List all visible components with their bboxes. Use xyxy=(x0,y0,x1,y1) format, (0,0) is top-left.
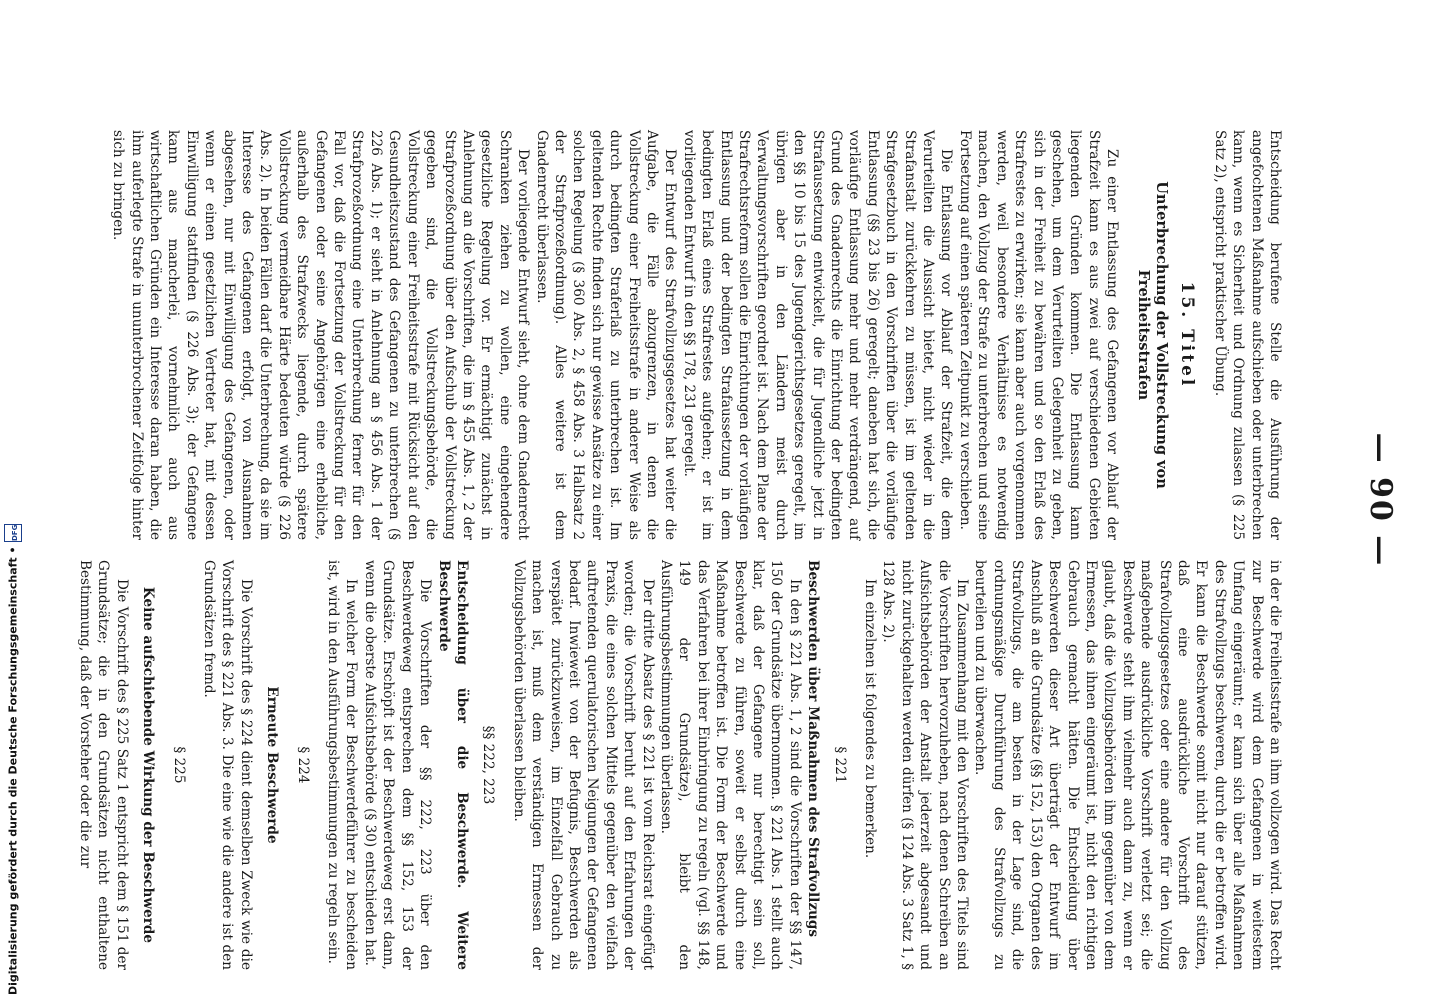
paragraph: Der Entwurf des Strafvollzugsgesetzes hat weiter die Aufgabe, die Fälle abzugrenzen, in denen die Vollstreckung einer Freiheitsstrafe in anderer Weise als durch bedingten Straferlaß zu unterbrechen ist. Im geltenden Rechte finden sich nur gewisse Ansätze zu einer solchen Regelung (§ 360 Abs. 2, § 458 Abs. 3 Halbsatz 2 der Strafprozeßordnung). Alles weitere ist dem Gnadenrecht überlassen. xyxy=(533,130,679,540)
paragraph: Die Entlassung vor Ablauf der Strafzeit, die dem Verurteilten die Aussicht bietet, nicht wieder in die Strafanstalt zurückkehren zu müssen, ist im geltenden Strafgesetzbuch in den Vorschriften über die vorläufige Entlassung (§§ 23 bis 26) geregelt; daneben hat sich, die vorläufige Entlassung mehr und mehr verdrängend, auf Grund des Gnadenrechts die Einrichtung der bedingten Strafaussetzung entwickelt, die für Jugendliche jetzt in den §§ 10 bis 15 des Jugendgerichtsgesetzes geregelt, im übrigen aber in den Ländern meist durch Verwaltungsvorschriften geordnet ist. Nach dem Plane der Strafrechtsreform sollen die Einrichtungen der vorläufigen Entlassung und der bedingten Strafaussetzung in dem bedingten Erlaß eines Strafrestes aufgehen; er ist im vorliegenden Entwurf in den §§ 178, 231 geregelt. xyxy=(680,130,955,540)
paragraph: Die Vorschriften der §§ 222, 223 über den Beschwerdeweg entsprechen dem §§ 152, 153 der Grundsätze. Erschöpft ist der Beschwerdeweg erst dann, wenn die oberste Aufsichtsbehörde (§ 30) entschieden hat. xyxy=(361,560,434,970)
section-side-heading: Keine aufschiebende Wirkung der Beschwerde xyxy=(140,586,157,944)
page-number: — 90 — xyxy=(1363,432,1398,568)
section-heading-222-223: §§ 222, 223 xyxy=(480,725,497,805)
paragraph: In welcher Form der Beschwerdeführer zu bescheiden ist, wird in den Ausführungsbestimmungen zu regeln sein. xyxy=(325,560,360,970)
section-subtitle: Unterbrechung der Vollstreckung von Freiheitsstrafen xyxy=(1134,181,1170,489)
paragraph: Der vorliegende Entwurf sieht, ohne dem Gnadenrecht Schranken ziehen zu wollen, eine eingehendere gesetzliche Regelung vor. Er ermächtigt zunächst in Anlehnung an die Vorschriften, die im § 455 Abs. 1, 2 der Strafprozeßordnung über den Aufschub der Vollstreckung gegeben sind, die Vollstreckungsbehörde, die Vollstreckung einer Freiheitsstrafe mit Rücksicht auf den Gesundheitszustand des Gefangenen zu unterbrechen (§ 226 Abs. 1); er sieht in Anlehnung an § 456 Abs. 1 der Strafprozeßordnung eine Unterbrechung ferner für den Fall vor, daß die Fortsetzung der Vollstreckung für den Gefangenen oder seine Angehörigen eine erhebliche, außerhalb des Strafzwecks liegende, durch spätere Vollstreckung vermeidbare Härte bedeuten würde (§ 226 Abs. 2). In beiden Fällen darf die Unterbrechung, da sie im Interesse des Gefangenen erfolgt, von Ausnahmen abgesehen, nur mit Einwilligung des Gefangenen, oder wenn er einen gesetzlichen Vertreter hat, mit dessen Einwilligung stattfinden (§ 226 Abs. 3); der Gefangene kann aus mancherlei, vornehmlich auch aus wirtschaftlichen Gründen ein Interesse daran haben, die ihm auferlegte Strafe in ununterbrochener Zeitfolge hinter sich zu bringen. xyxy=(110,130,532,540)
paragraph: Die Vorschrift des § 225 Satz 1 entspricht dem § 151 der Grundsätze; die in den Grundsätzen nicht enthaltene Bestimmung, daß der Vorsteher oder die zur xyxy=(77,560,130,970)
paragraph: Im einzelnen ist folgendes zu bemerken. xyxy=(862,579,879,859)
section-heading-224: § 224 xyxy=(294,746,311,784)
paragraph: Der dritte Absatz des § 221 ist vom Reichsrat eingefügt worden; die Vorschrift beruht auf den Erfahrungen der Praxis, die eines solchen Mittels gegenüber den vielfach auftretenden querulatorischen Neigungen der Gefangenen bedarf. Inwieweit von der Befugnis, Beschwerden als verspätet zurückzuweisen, im Einzelfall Gebrauch zu machen ist, muß dem verständigen Ermessen der Vollzugsbehörden überlassen bleiben. xyxy=(510,560,656,970)
paragraph: in der die Freiheitsstrafe an ihm vollzogen wird. Das Recht zur Beschwerde wird dem Gefangenen in weitestem Umfang eingeräumt; er kann sich über alle Maßnahmen des Strafvollzugs beschweren, durch die er betroffen wird. Er kann die Beschwerde somit nicht nur darauf stützen, daß eine ausdrückliche Vorschrift des Strafvollzugsgesetzes oder eine andere für den Vollzug maßgebende ausdrückliche Vorschrift verletzt sei; die Beschwerde steht ihm vielmehr auch dann zu, wenn er glaubt, daß die Vollzugsbehörden ihm gegenüber von dem Ermessen, das ihnen eingeräumt ist, nicht den richtigen Gebrauch gemacht hätten. Die Entscheidung über Beschwerden dieser Art überträgt der Entwurf im Anschluß an die Grundsätze (§§ 152, 153) den Organen des Strafvollzugs, die am besten in der Lage sind, die ordnungsmäßige Durchführung des Strafvollzugs zu beurteilen und zu überwachen. xyxy=(972,560,1283,970)
section-side-heading: Erneute Beschwerde xyxy=(264,686,281,844)
section-side-heading: Entscheidung über die Beschwerde. Weitere Beschwerde xyxy=(435,560,470,970)
credit-text: Digitalisierung gefördert durch die Deutsche Forschungsgemeinschaft • xyxy=(6,546,20,995)
section-heading-225: § 225 xyxy=(170,746,187,784)
text-column-right xyxy=(76,560,1284,970)
paragraph: Entscheidung berufene Stelle die Ausführung der angefochtenen Maßnahme aufschieben oder unterbrechen kann, wenn es Sicherheit und Ordnung zulassen (§ 225 Satz 2), entspricht praktischer Übung. xyxy=(1211,130,1283,540)
section-side-heading: Beschwerden über Maßnahmen des Strafvollzugs xyxy=(805,560,822,938)
section-title: 15. Titel xyxy=(1177,281,1198,389)
paragraph: In den § 221 Abs. 1, 2 sind die Vorschriften der §§ 147, 150 der Grundsätze übernommen. § 221 Abs. 1 stellt auch klar, daß der Gefangene nur berechtigt sein soll, Beschwerde zu führen, soweit er selbst durch eine Maßnahme betroffen ist. Die Form der Beschwerde und das Verfahren bei ihrer Einbringung zu regeln (vgl. §§ 148, 149 der Grundsätze), bleibt den Ausführungsbestimmungen überlassen. xyxy=(658,560,803,970)
paragraph: Zu einer Entlassung des Gefangenen vor Ablauf der Strafzeit kann es aus zwei auf verschiedenen Gebieten liegenden Gründen kommen. Die Entlassung kann geschehen, um dem Verurteilten Gelegenheit zu geben, sich in der Freiheit zu bewähren und so den Erlaß des Strafrestes zu erwirken; sie kann aber auch vorgenommen werden, weil besondere Verhältnisse es notwendig machen, den Vollzug der Strafe zu unterbrechen und seine Fortsetzung auf einen späteren Zeitpunkt zu verschieben. xyxy=(956,130,1121,540)
digitization-credit xyxy=(2,525,24,995)
section-heading-221: § 221 xyxy=(831,746,848,784)
paragraph: Die Vorschrift des § 224 dient demselben Zweck wie die Vorschrift des § 221 Abs. 3. Die eine wie die andere ist den Grundsätzen fremd. xyxy=(201,560,254,970)
text-column-left xyxy=(109,130,1284,540)
paragraph: Im Zusammenhang mit den Vorschriften des Titels sind die Vorschriften hervorzuheben, nach denen Schreiben an Aufsichtsbehörden der Anstalt jederzeit abgesandt und nicht zurückgehalten werden dürfen (§ 124 Abs. 3 Satz 1, § 128 Abs. 2). xyxy=(880,560,971,970)
dfg-logo-icon: DFG xyxy=(4,524,22,542)
